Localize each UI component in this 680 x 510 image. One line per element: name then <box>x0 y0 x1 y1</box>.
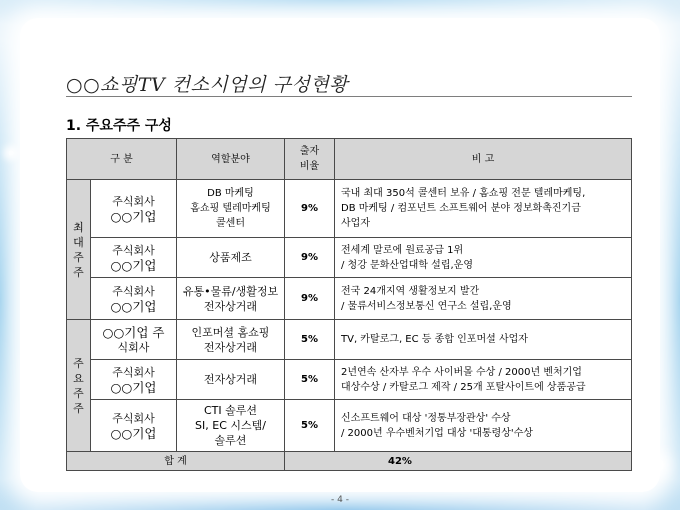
share-cell: 9% <box>285 278 335 320</box>
page-title: ○○쇼핑TV 컨소시엄의 구성현황 <box>66 74 349 96</box>
company-type: 주식회사 <box>112 365 155 379</box>
role-cell: 인포머셜 홈쇼핑 전자상거래 <box>177 320 285 360</box>
header-role: 역할분야 <box>177 139 285 180</box>
table-row <box>67 400 632 452</box>
company-name: ○○기업 <box>110 298 157 314</box>
share-cell: 5% <box>285 320 335 360</box>
remarks-cell: 전국 24개지역 생활정보지 발간 / 물류서비스정보통신 연구소 설립,운영 <box>335 278 632 320</box>
company-name: ○○기업 <box>110 425 157 441</box>
company-type: 주식회사 <box>112 284 155 298</box>
remarks-cell: TV, 카탈로그, EC 등 종합 인포머셜 사업자 <box>335 320 632 360</box>
role-cell: 전자상거래 <box>177 360 285 400</box>
header-remarks: 비 고 <box>335 139 632 180</box>
company-name: ○○기업 <box>110 208 157 224</box>
share-cell: 5% <box>285 400 335 452</box>
company-type: 주식회사 <box>112 411 155 425</box>
title-divider <box>66 96 632 97</box>
header-division: 구 분 <box>67 139 177 180</box>
company-cell <box>91 320 177 360</box>
share-cell: 9% <box>285 180 335 238</box>
remarks-cell: 2년연속 산자부 우수 사이버몰 수상 / 2000년 벤처기업 대상수상 / 카탈로그 제작 / 25개 포탈사이트에 상품공급 <box>335 360 632 400</box>
share-cell: 9% <box>285 238 335 278</box>
light-flare <box>8 150 14 156</box>
company-cell <box>91 238 177 278</box>
header-share: 출자 비율 <box>285 139 335 180</box>
role-cell: DB 마케팅 홈쇼핑 텔레마케팅 콜센터 <box>177 180 285 238</box>
table-header-row <box>67 139 632 180</box>
company-name: ○○기업 주 <box>102 324 165 340</box>
company-name: ○○기업 <box>110 257 157 273</box>
table-row <box>67 238 632 278</box>
company-type: 주식회사 <box>112 194 155 208</box>
share-cell: 5% <box>285 360 335 400</box>
company-cell <box>91 400 177 452</box>
light-flare <box>650 458 664 472</box>
remarks-cell: 전세계 말로에 원료공급 1위 / 청강 문화산업대학 설립,운영 <box>335 238 632 278</box>
remarks-cell: 국내 최대 350석 콜센터 보유 / 홈쇼핑 전문 텔레마케팅, DB 마케팅 / 컴포넌트 소프트웨어 분야 정보화촉진기금 사업자 <box>335 180 632 238</box>
role-cell: 유통•물류/생활정보 전자상거래 <box>177 278 285 320</box>
company-cell <box>91 360 177 400</box>
shareholder-table <box>66 138 632 471</box>
role-cell: CTI 솔루션 SI, EC 시스템/ 솔루션 <box>177 400 285 452</box>
table-row <box>67 360 632 400</box>
total-label: 합 계 <box>67 452 285 471</box>
group-label-major-shareholder: 주 요 주 주 <box>67 320 91 452</box>
company-cell <box>91 180 177 238</box>
company-name: ○○기업 <box>110 379 157 395</box>
total-row <box>67 452 632 471</box>
page-number: - 4 - <box>331 495 349 505</box>
role-cell: 상품제조 <box>177 238 285 278</box>
company-type: 식회사 <box>117 340 150 354</box>
group-label-largest-shareholder: 최 대 주 주 <box>67 180 91 320</box>
table-row <box>67 320 632 360</box>
table-row <box>67 278 632 320</box>
company-type: 주식회사 <box>112 243 155 257</box>
total-value: 42% <box>285 452 632 471</box>
company-cell <box>91 278 177 320</box>
section-heading: 1. 주요주주 구성 <box>66 118 172 134</box>
table-row <box>67 180 632 238</box>
remarks-cell: 신소프트웨어 대상 '정통부장관상' 수상 / 2000년 우수벤처기업 대상 '대통령상'수상 <box>335 400 632 452</box>
